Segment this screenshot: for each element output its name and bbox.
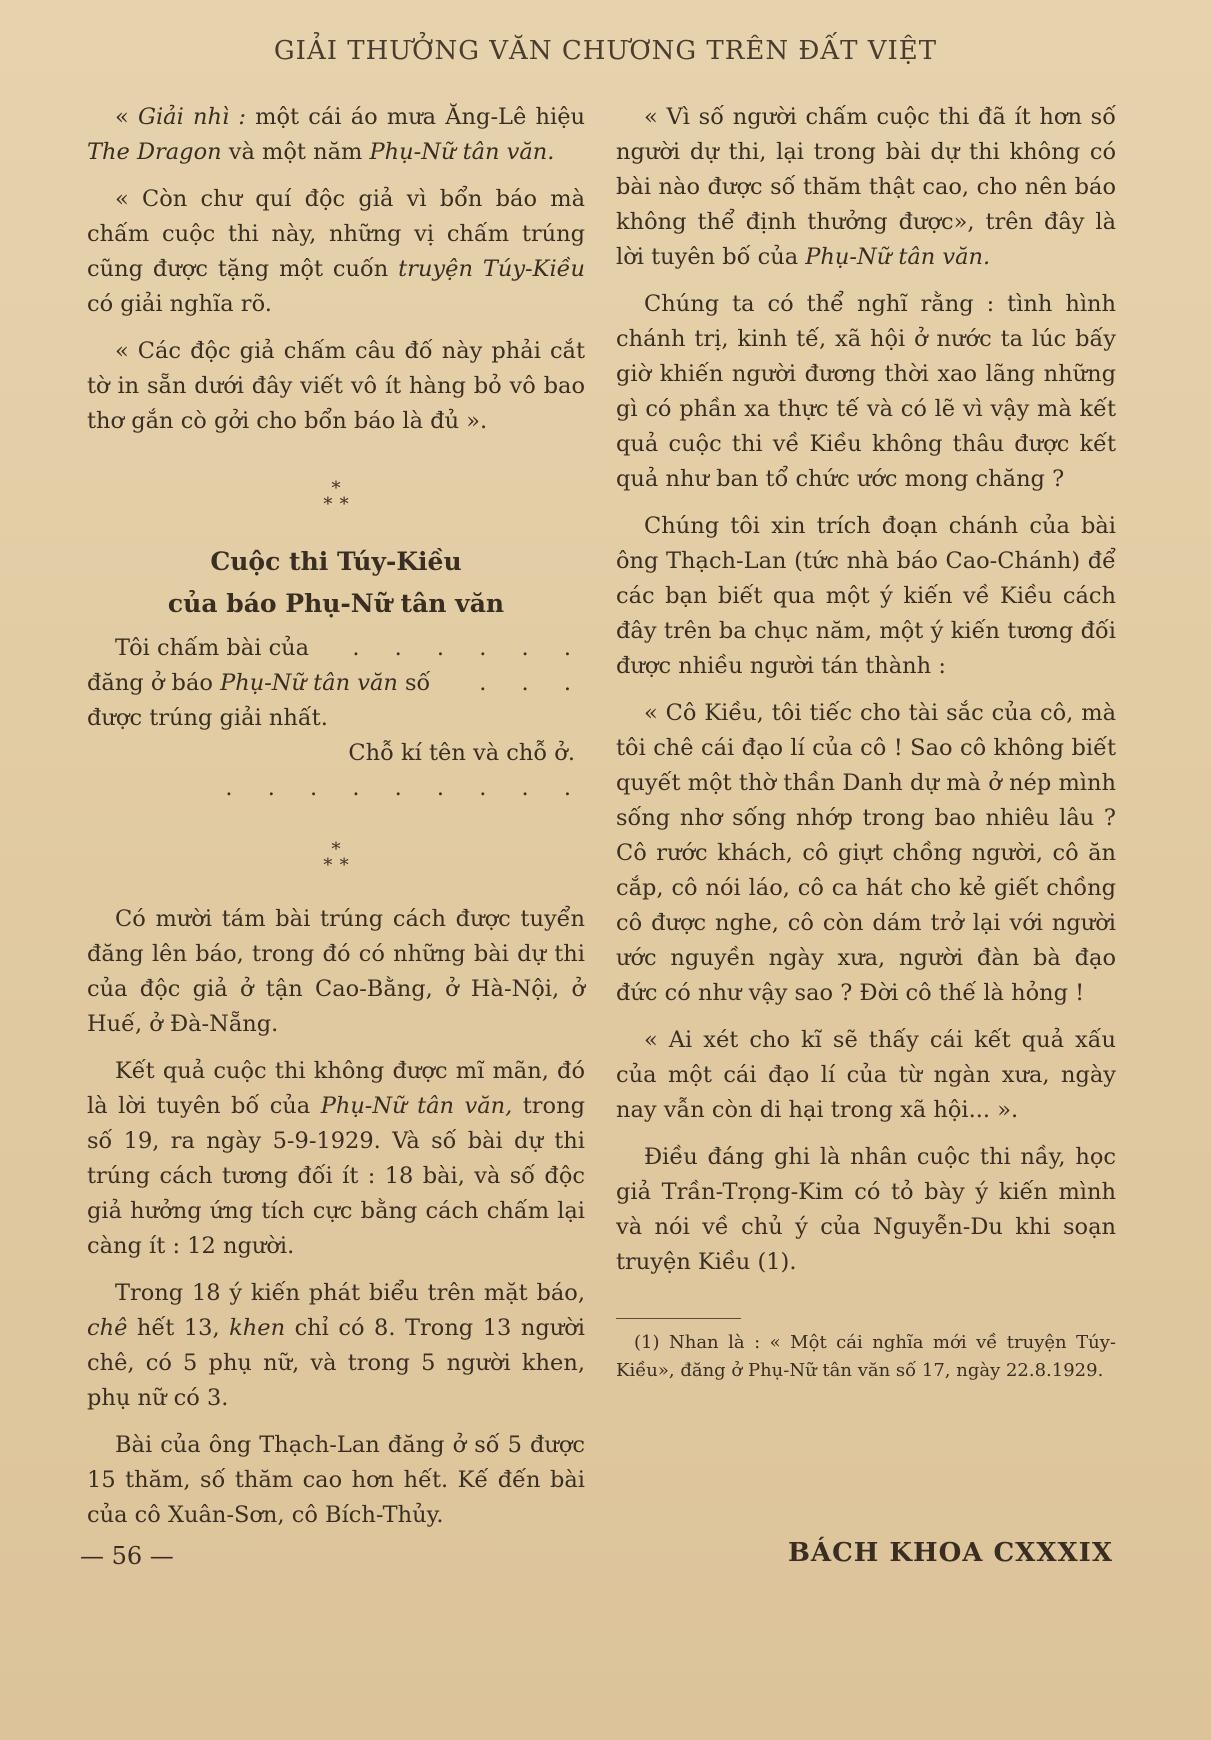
contest-title: Cuộc thi Túy-Kiều (210, 547, 462, 576)
announcement-quote-paragraph: « Vì số người chấm cuộc thi đã ít hơn số người dự thi, lại trong bài dự thi không có bài nào được số thăm thật cao, cho nên báo không thể định thưởng được», trên đây là lời tuyên bố của Phụ-Nữ tân văn. (616, 104, 1116, 270)
opinions-paragraph: Trong 18 ý kiến phát biểu trên mặt báo, chê hết 13, khen chỉ có 8. Trong 13 người chê, có 5 phụ nữ, và trong 5 người khen, phụ nữ có 3. (87, 1280, 585, 1411)
votes-paragraph: Bài của ông Thạch-Lan đăng ở số 5 được 15 thăm, số thăm cao hơn hết. Kế đến bài của cô Xuân-Sơn, cô Bích-Thủy. (87, 1432, 585, 1528)
ballot-line-1: Tôi chấm bài của . . . . . . (115, 635, 585, 661)
right-column (616, 100, 1116, 1385)
section-divider-asterism: * * * (323, 478, 349, 515)
magazine-issue: BÁCH KHOA CXXXIX (787, 1538, 1113, 1568)
eighteen-entries-paragraph: Có mười tám bài trúng cách được tuyển đăng lên báo, trong đó có những bài dự thi của độc giả ở tận Cao-Bằng, ở Hà-Nội, ở Huế, ở Đà-Nẵng. (87, 906, 585, 1037)
moral-quote: « Ai xét cho kĩ sẽ thấy cái kết quả xấu của một cái đạo lí của từ ngàn xưa, ngày nay vẫn còn di hại trong xã hội... ». (616, 1027, 1116, 1123)
readers-prize-paragraph: « Còn chư quí độc giả vì bổn báo mà chấm cuộc thi này, những vị chấm trúng cũng được tặng một cuốn truyện Túy-Kiều có giải nghĩa rõ. (87, 186, 585, 317)
tran-trong-kim-paragraph: Điều đáng ghi là nhân cuộc thi nầy, học giả Trần-Trọng-Kim có tỏ bày ý kiến mình và nói về chủ ý của Nguyễn-Du khi soạn truyện Kiều (1). (616, 1144, 1116, 1275)
running-header: GIẢI THƯỞNG VĂN CHƯƠNG TRÊN ĐẤT VIỆT (273, 36, 938, 66)
left-column (87, 100, 585, 1545)
instructions-paragraph: « Các độc giả chấm câu đố này phải cắt tờ in sẵn dưới đây viết vô ít hàng bỏ vô bao thơ gắn cò gởi cho bổn báo là đủ ». (87, 338, 585, 434)
section-divider-asterism-2: * * * (323, 839, 349, 876)
context-paragraph: Chúng ta có thể nghĩ rằng : tình hình chánh trị, kinh tế, xã hội ở nước ta lúc bấy giờ khiến người đương thời xao lãng những gì có phần xa thực tế và có lẽ vì vậy mà kết quả cuộc thi về Kiều không thâu được kết quả như ban tổ chức ước mong chăng ? (616, 291, 1116, 492)
results-paragraph: Kết quả cuộc thi không được mĩ mãn, đó là lời tuyên bố của Phụ-Nữ tân văn, trong số 19, ra ngày 5-9-1929. Và số bài dự thi trúng cách tương đối ít : 18 bài, và số độc giả hưởng ứng tích cực bằng cách chấm lại càng ít : 12 người. (87, 1058, 586, 1259)
footnote-divider (616, 1318, 741, 1319)
second-prize-paragraph: « Giải nhì : một cái áo mưa Ăng-Lê hiệu The Dragon và một năm Phụ-Nữ tân văn. (87, 104, 586, 165)
ballot-signature-line: Chỗ kí tên và chỗ ở. (348, 740, 575, 766)
ballot-dots-line: . . . . . . . . . (225, 775, 585, 801)
contest-subtitle: của báo Phụ-Nữ tân văn (167, 589, 505, 618)
page-number: — 56 — (80, 1542, 174, 1570)
kieu-critique-quote: « Cô Kiều, tôi tiếc cho tài sắc của cô, mà tôi chê cái đạo lí của cô ! Sao cô không biết quyết một thờ thần Danh dự mà ở nép mình sống nhơ sống nhớp trong bao nhiêu lâu ? Cô rước khách, cô giựt chồng người, cô ăn cắp, cô nói láo, cô ca hát cho kẻ giết chồng cô được nghe, cô còn dám trở lại với người ước nguyền ngày xưa, người đàn bà đạo đức có như vậy sao ? Đời cô thế là hỏng ! (616, 700, 1116, 1006)
ballot-line-2: đăng ở báo Phụ-Nữ tân văn số . . . (87, 670, 585, 696)
footnote: (1) Nhan là : « Một cái nghĩa mới về truyện Túy-Kiều», đăng ở Phụ-Nữ tân văn số 17, ngày 22.8.1929. (616, 1332, 1116, 1381)
excerpt-intro-paragraph: Chúng tôi xin trích đoạn chánh của bài ông Thạch-Lan (tức nhà báo Cao-Chánh) để các bạn biết qua một ý kiến về Kiều cách đây trên ba chục năm, một ý kiến tương đối được nhiều người tán thành : (616, 513, 1116, 679)
ballot-line-3: được trúng giải nhất. (87, 705, 328, 731)
